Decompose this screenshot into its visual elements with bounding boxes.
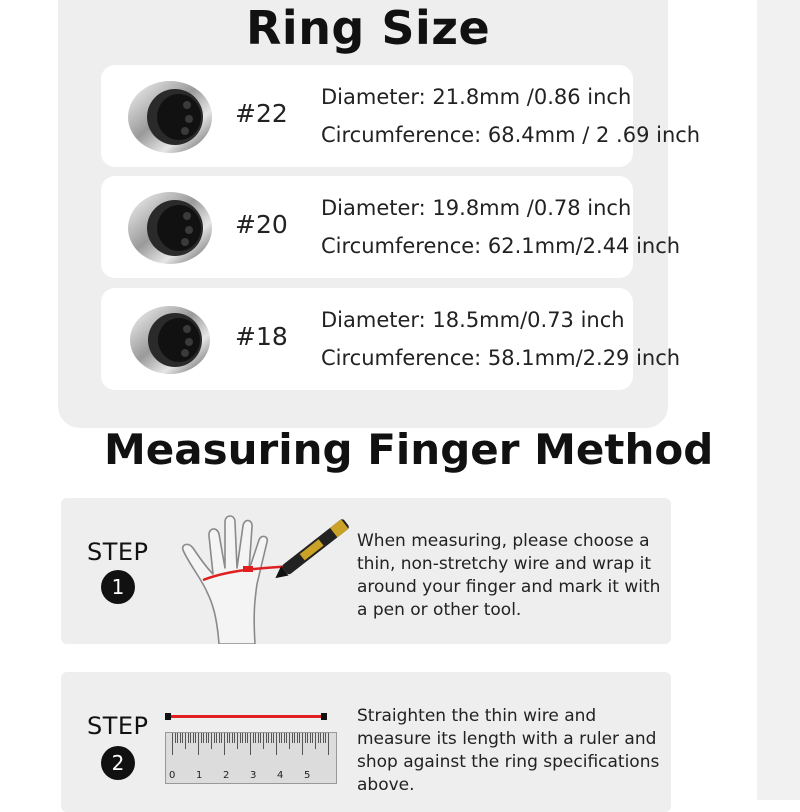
ruler-tick <box>302 733 303 755</box>
ring-card-22 <box>101 65 701 167</box>
ruler-tick <box>224 733 225 755</box>
ruler-label: 0 <box>169 770 176 781</box>
ruler-tick <box>188 733 189 743</box>
ruler-tick <box>234 733 235 743</box>
ruler-tick <box>323 733 324 743</box>
step-number-badge: 1 <box>101 570 135 604</box>
ruler-tick <box>185 733 186 749</box>
ruler <box>165 732 337 784</box>
ruler-tick <box>297 733 298 743</box>
ruler-tick <box>312 733 313 743</box>
step-card-2 <box>61 672 671 812</box>
ring-size-title: Ring Size <box>246 1 491 55</box>
ruler-tick <box>310 733 311 743</box>
straightened-wire <box>167 715 327 718</box>
ruler-tick <box>328 733 329 755</box>
step-description: When measuring, please choose a thin, non-stretchy wire and wrap it around your finger and mark it with a pen or other tool. <box>357 531 661 620</box>
ruler-tick <box>305 733 306 743</box>
ring-circumference: Circumference: 68.4mm / 2 .69 inch <box>321 123 701 147</box>
ring-circumference: Circumference: 58.1mm/2.29 inch <box>321 346 681 370</box>
ring-image <box>125 302 215 378</box>
ruler-tick <box>247 733 248 743</box>
ruler-tick <box>320 733 321 743</box>
ruler-tick <box>175 733 176 743</box>
ruler-label: 5 <box>304 770 311 781</box>
step-label: STEP <box>87 712 149 740</box>
ruler-tick <box>198 733 199 755</box>
ring-diameter: Diameter: 18.5mm/0.73 inch <box>321 308 625 332</box>
ruler-tick <box>237 733 238 749</box>
ruler-tick <box>190 733 191 743</box>
wire-end-marker <box>321 713 327 720</box>
right-edge-strip <box>757 0 800 800</box>
ruler-label: 4 <box>277 770 284 781</box>
ring-image <box>125 190 215 266</box>
ring-size-label: #18 <box>235 322 288 351</box>
ruler-tick <box>286 733 287 743</box>
ruler-tick <box>294 733 295 743</box>
step-description: Straighten the thin wire and measure its length with a ruler and shop against the ring specifications above. <box>357 706 660 795</box>
ruler-tick <box>227 733 228 743</box>
ring-diameter: Diameter: 19.8mm /0.78 inch <box>321 196 632 220</box>
ruler-tick <box>208 733 209 743</box>
step-label: STEP <box>87 538 149 566</box>
ring-card-20 <box>101 176 681 278</box>
ring-size-label: #22 <box>235 99 288 128</box>
step-number-badge: 2 <box>101 746 135 780</box>
ruler-tick <box>216 733 217 743</box>
ruler-tick <box>325 733 326 743</box>
ruler-tick <box>292 733 293 743</box>
ruler-tick <box>240 733 241 743</box>
ruler-tick <box>289 733 290 749</box>
ring-image <box>125 79 215 155</box>
ruler-tick <box>211 733 212 749</box>
ruler-tick <box>245 733 246 743</box>
ruler-tick <box>279 733 280 743</box>
ring-card-18 <box>101 288 681 390</box>
ruler-tick <box>180 733 181 743</box>
ruler-tick <box>268 733 269 743</box>
ruler-tick <box>182 733 183 743</box>
ruler-tick <box>307 733 308 743</box>
ruler-tick <box>229 733 230 743</box>
ruler-tick <box>219 733 220 743</box>
ruler-tick <box>253 733 254 743</box>
ruler-tick <box>193 733 194 743</box>
ruler-tick <box>266 733 267 743</box>
ruler-tick <box>214 733 215 743</box>
measuring-method-title: Measuring Finger Method <box>104 425 714 474</box>
ring-circumference: Circumference: 62.1mm/2.44 inch <box>321 234 681 258</box>
ruler-label: 2 <box>223 770 230 781</box>
ruler-tick <box>201 733 202 743</box>
ruler-tick <box>177 733 178 743</box>
ruler-tick <box>299 733 300 743</box>
ruler-tick <box>271 733 272 743</box>
wire-end-marker <box>165 713 171 720</box>
ruler-label: 1 <box>196 770 203 781</box>
ruler-tick <box>281 733 282 743</box>
ruler-tick <box>195 733 196 743</box>
ruler-tick <box>273 733 274 743</box>
ruler-tick <box>255 733 256 743</box>
ring-diameter: Diameter: 21.8mm /0.86 inch <box>321 85 632 109</box>
ruler-tick <box>203 733 204 743</box>
ruler-tick <box>172 733 173 755</box>
ruler-tick <box>260 733 261 743</box>
ruler-tick <box>232 733 233 743</box>
ruler-tick <box>276 733 277 755</box>
ring-size-label: #20 <box>235 210 288 239</box>
ruler-tick <box>318 733 319 743</box>
ruler-tick <box>263 733 264 749</box>
ruler-tick <box>258 733 259 743</box>
ruler-tick <box>206 733 207 743</box>
hand-with-pen-illustration <box>179 508 349 644</box>
step-card-1 <box>61 498 671 644</box>
ruler-tick <box>284 733 285 743</box>
ruler-tick <box>221 733 222 743</box>
ruler-tick <box>250 733 251 755</box>
ruler-label: 3 <box>250 770 257 781</box>
ruler-tick <box>242 733 243 743</box>
ruler-tick <box>315 733 316 749</box>
